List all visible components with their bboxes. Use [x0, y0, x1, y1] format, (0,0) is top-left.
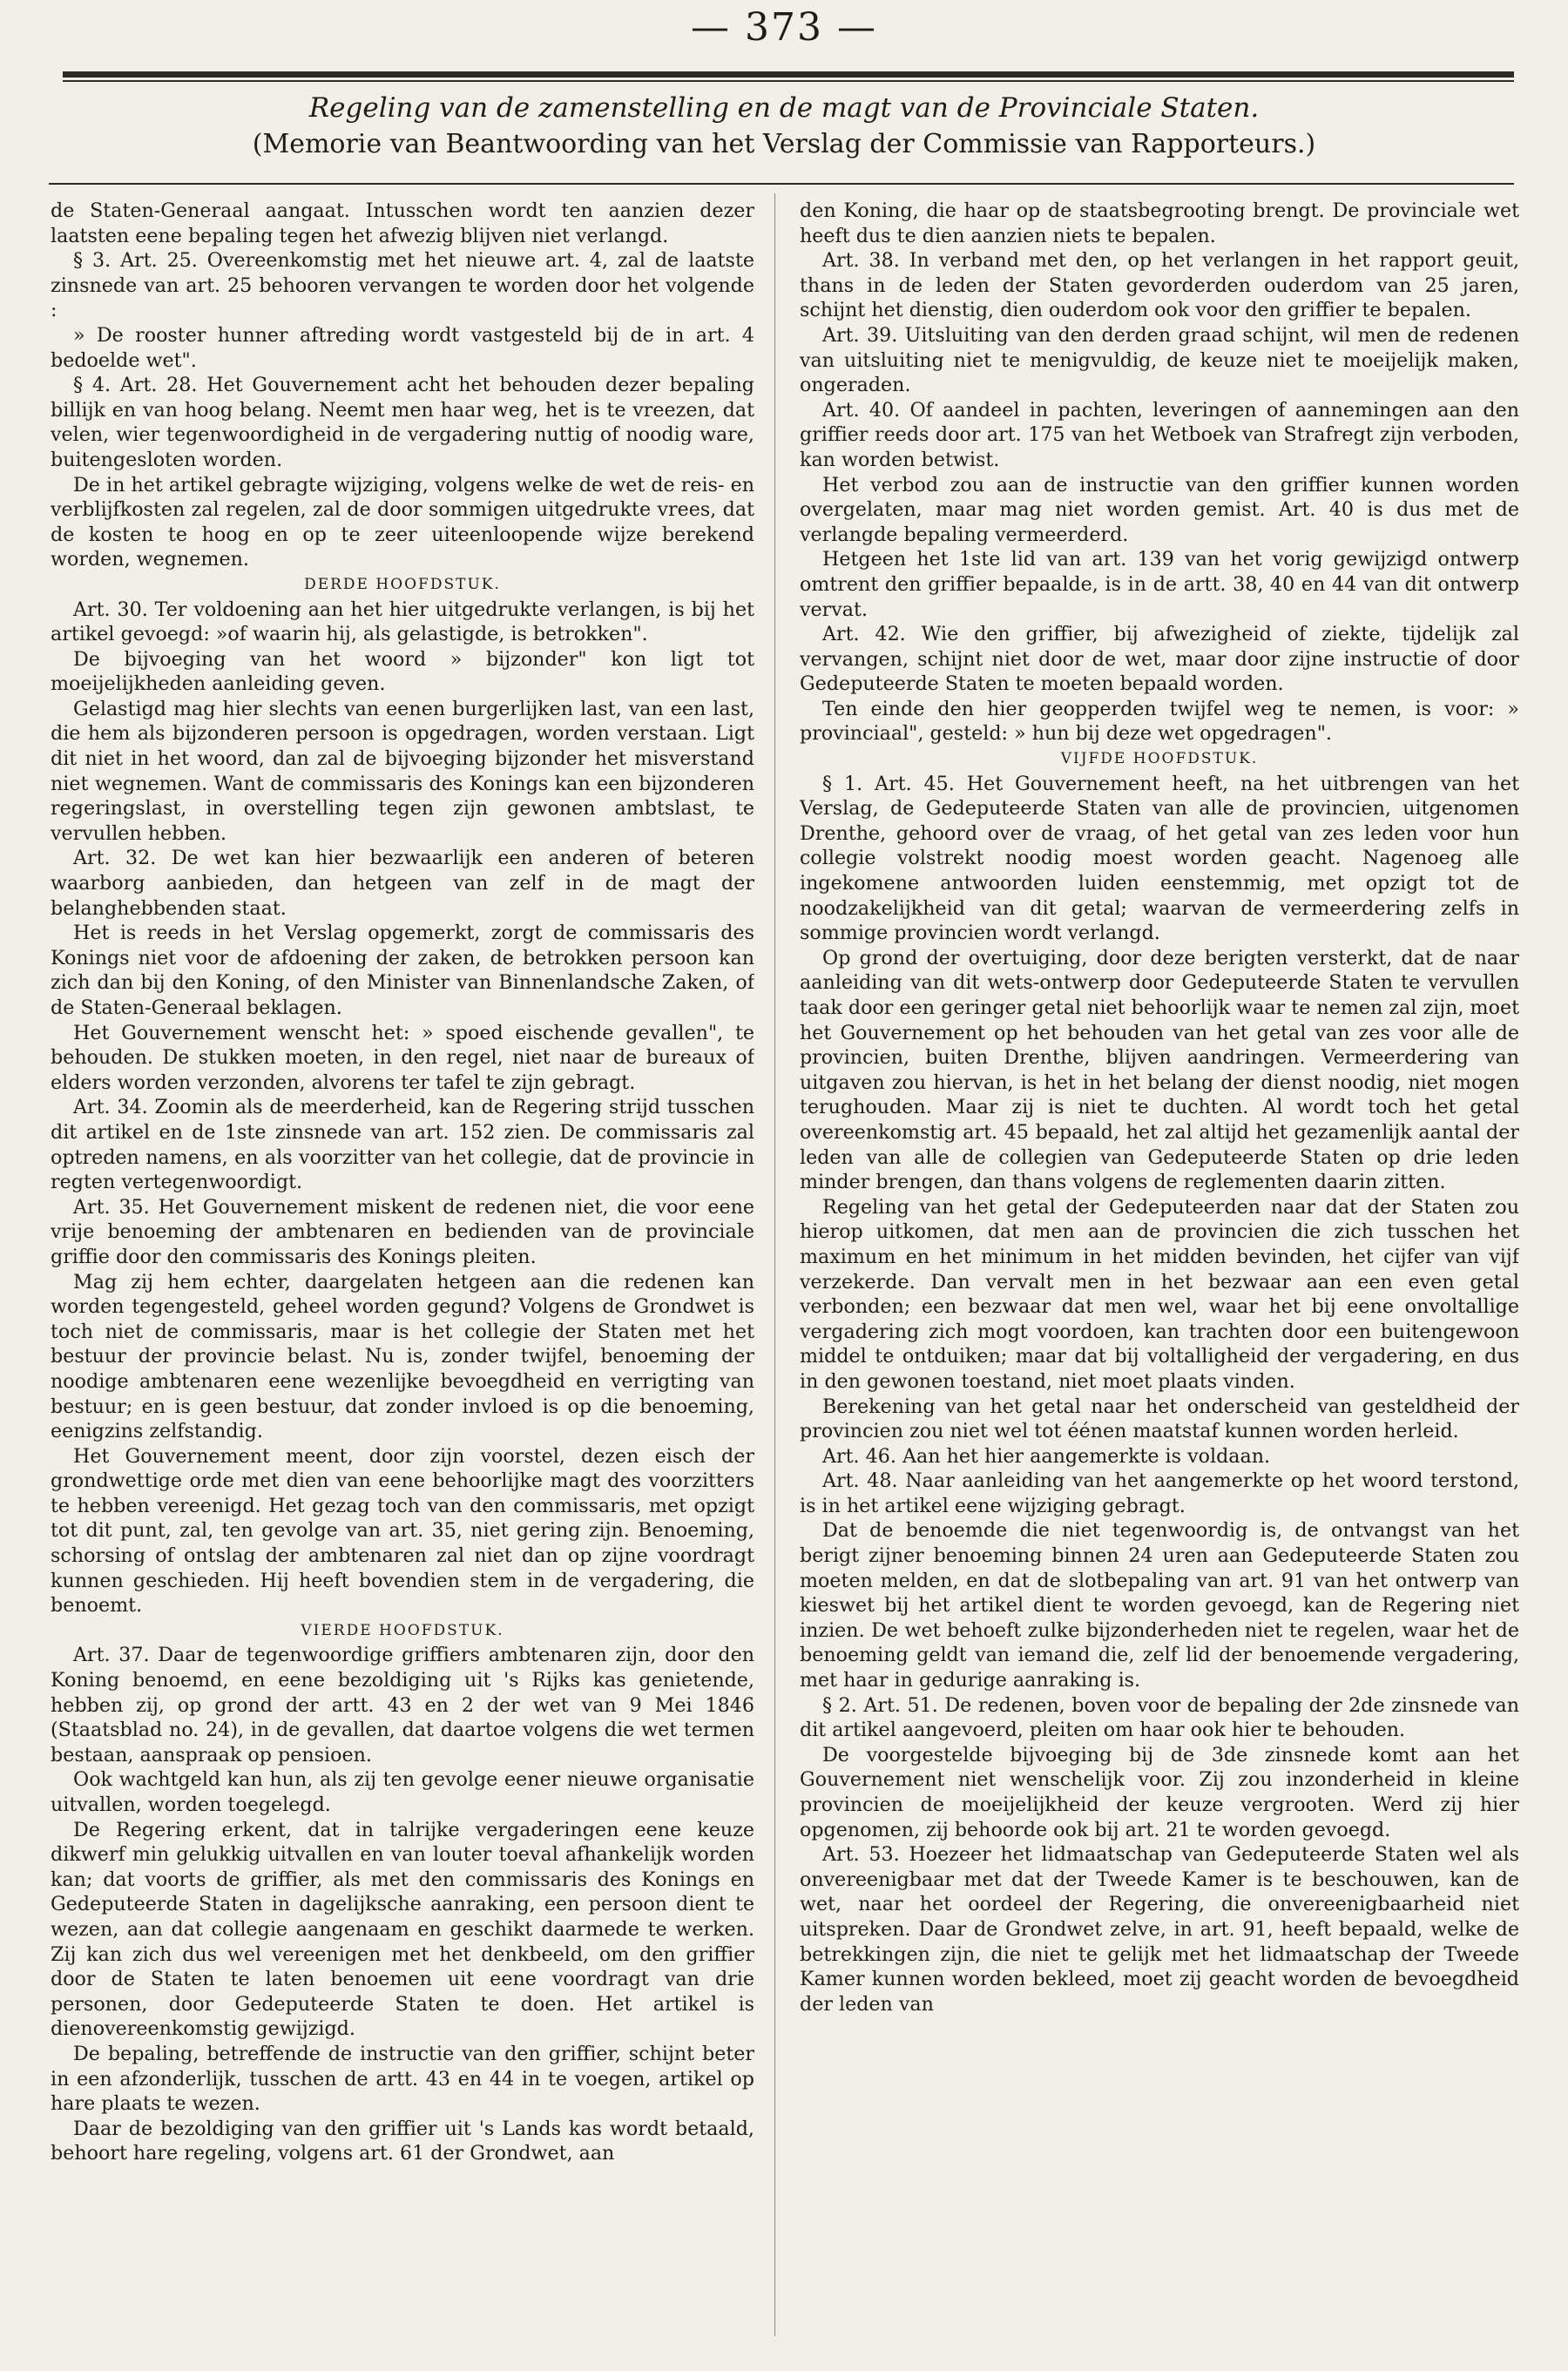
paragraph: Regeling van het getal der Gedeputeerden naar dat der Staten zou hierop uitkomen, dat men aan de provincien die zich tusschen het maximum en het minimum in het midden bevinden, het cijfer van vijf verzekerde. Dan vervalt men in het bezwaar aan een even getal verbonden; een bezwaar dat men wel, waar het bij eene onvoltallige vergadering zich mogt voordoen, kan trachten door een buitengewoon middel te ontduiken; maar dat bij voltalligheid der vergadering, en dus in den gewonen toestand, niet moet plaats vinden.: [800, 1195, 1519, 1393]
column-divider: [774, 193, 775, 2336]
paragraph: Art. 38. In verband met den, op het verlangen in het rapport geuit, thans in de leden der Staten gevorderden ouderdom van 25 jaren, schijnt het dienstig, dien ouderdom ook voor den griffier te bepalen.: [800, 249, 1519, 322]
paragraph: Ook wachtgeld kan hun, als zij ten gevolge eener nieuwe organisatie uitvallen, worden toegelegd.: [51, 1768, 754, 1816]
chapter-heading: VIJFDE HOOFDSTUK.: [1060, 750, 1259, 768]
paragraph: Berekening van het getal naar het onderscheid van gesteldheid der provincien zou niet wel tot éénen maatstaf kunnen worden herleid.: [800, 1395, 1519, 1443]
paragraph: § 4. Art. 28. Het Gouvernement acht het behouden dezer bepaling billijk en van hoog belang. Neemt men haar weg, het is te vreezen, dat velen, wier tegenwoordigheid in de vergadering nuttig of noodig ware, buitengesloten worden.: [51, 374, 754, 471]
paragraph: Art. 42. Wie den griffier, bij afwezigheid of ziekte, tijdelijk zal vervangen, schijnt niet door de wet, maar door zijne instructie of door Gedeputeerde Staten te moeten bepaald worden.: [800, 623, 1519, 696]
page-number: — 373 —: [691, 5, 877, 50]
top-rule: [63, 71, 1514, 78]
paragraph: De Regering erkent, dat in talrijke vergaderingen eene keuze dikwerf min gelukkig uitvallen en van louter toeval afhankelijk worden kan; dat voorts de griffier, als met den commissaris des Konings en Gedeputeerde Staten in dagelijksche aanraking, een persoon dient te wezen, aan dat collegie aangenaam en geschikt daarmede te werken. Zij kan zich dus wel vereenigen met het denkbeeld, om den griffier door de Staten te laten benoemen uit eene voordragt van drie personen, door Gedeputeerde Staten te doen. Het artikel is dienovereenkomstig gewijzigd.: [51, 1818, 754, 2041]
paragraph: Art. 37. Daar de tegenwoordige griffiers ambtenaren zijn, door den Koning benoemd, en eene bezoldiging uit 's Rijks kas genietende, hebben zij, op grond der artt. 43 en 2 der wet van 9 Mei 1846 (Staatsblad no. 24), in de gevallen, dat daartoe volgens die wet termen bestaan, aanspraak op pensioen.: [51, 1644, 754, 1766]
paragraph: Art. 46. Aan het hier aangemerkte is voldaan.: [822, 1444, 1271, 1468]
paragraph: Art. 34. Zoomin als de meerderheid, kan de Regering strijd tusschen dit artikel en de 1ste zinsnede van art. 152 zien. De commissaris zal optreden namens, en als voorzitter van het collegie, dat de provincie in regten vertegenwoordigt.: [51, 1096, 754, 1194]
article-title: Regeling van de zamenstelling en de magt van de Provinciale Staten.: [308, 92, 1260, 124]
left-column: [51, 199, 754, 2333]
paragraph: de Staten-Generaal aangaat. Intusschen wordt ten aanzien dezer laatsten eene bepaling tegen het afwezig blijven niet verlangd.: [51, 199, 754, 247]
paragraph: De voorgestelde bijvoeging bij de 3de zinsnede komt aan het Gouvernement niet wenschelijk voor. Zij zou inzonderheid in kleine provincien de moeijelijkheid der keuze vergrooten. Werd zij hier opgenomen, zij behoorde ook bij art. 21 te worden gevoegd.: [800, 1743, 1519, 1841]
paragraph: Ten einde den hier geopperden twijfel weg te nemen, is voor: » provinciaal", gesteld: » hun bij deze wet opgedragen".: [800, 697, 1519, 746]
paragraph: Het Gouvernement wenscht het: » spoed eischende gevallen", te behouden. De stukken moeten, in den regel, niet naar de bureaux of elders worden verzonden, alvorens ter tafel te zijn gebragt.: [51, 1021, 754, 1094]
paragraph: De bepaling, betreffende de instructie van den griffier, schijnt beter in een afzonderlijk, tusschen de artt. 43 en 44 in te voegen, artikel op hare plaats te wezen.: [51, 2042, 754, 2116]
paragraph: Het Gouvernement meent, door zijn voorstel, dezen eisch der grondwettige orde met dien van eene behoorlijke magt des voorzitters te hebben vereenigd. Het gezag toch van den commissaris, met opzigt tot dit punt, zal, ten gevolge van art. 35, niet gering zijn. Benoeming, schorsing of ontslag der ambtenaren zal niet dan op zijne voordragt kunnen geschieden. Hij heeft bovendien stem in de vergadering, die benoemt.: [51, 1444, 754, 1618]
chapter-heading: VIERDE HOOFDSTUK.: [301, 1621, 504, 1639]
paragraph: Dat de benoemde die niet tegenwoordig is, de ontvangst van het berigt zijner benoeming binnen 24 uren aan Gedeputeerde Staten zou moeten melden, en dat de slotbepaling van art. 91 van het ontwerp van kieswet bij het artikel dient te worden gevoegd, kan de Regering niet inzien. De wet behoeft zulke bijzonderheden niet te regelen, waar het de benoeming geldt van iemand die, zelf lid der benoemende vergadering, met haar in gedurige aanraking is.: [800, 1519, 1519, 1692]
paragraph: Art. 35. Het Gouvernement miskent de redenen niet, die voor eene vrije benoeming der ambtenaren en bedienden van de provinciale griffie door den commissaris des Konings pleiten.: [51, 1195, 754, 1268]
paragraph: De bijvoeging van het woord » bijzonder" kon ligt tot moeijelijkheden aanleiding geven.: [51, 647, 754, 696]
paragraph: Op grond der overtuiging, door deze berigten versterkt, dat de naar aanleiding van dit wets-ontwerp door Gedeputeerde Staten te vervullen taak door een geringer getal niet behoorlijk waar te nemen zal zijn, moet het Gouvernement op het behouden van het getal van zes voor alle de provincien, buiten Drenthe, blijven aandringen. Vermeerdering van uitgaven zou hiervan, is het in het belang der dienst noodig, niet mogen terughouden. Maar zij is niet te duchten. Al wordt toch het getal overeenkomstig art. 45 bepaald, het zal altijd het gezamenlijk aantal der leden van alle de collegien van Gedeputeerde Staten op drie leden minder brengen, dan thans volgens de reglementen daarin zitten.: [800, 946, 1519, 1194]
paragraph: § 3. Art. 25. Overeenkomstig met het nieuwe art. 4, zal de laatste zinsnede van art. 25 behooren vervangen te worden door het volgende :: [51, 249, 754, 322]
paragraph: Art. 53. Hoezeer het lidmaatschap van Gedeputeerde Staten wel als onvereenigbaar met dat der Tweede Kamer is te beschouwen, kan de wet, naar het oordeel der Regering, die onvereenigbaarheid niet uitspreken. Daar de Grondwet zelve, in art. 91, heeft bepaald, welke de betrekkingen zijn, die niet te gelijk met het lidmaatschap der Tweede Kamer kunnen worden bekleed, moet zij geacht worden de bevoegdheid der leden van: [800, 1843, 1519, 2016]
paragraph: Het is reeds in het Verslag opgemerkt, zorgt de commissaris des Konings niet voor de afdoening der zaken, de betrokken persoon kan zich dan bij den Koning, of den Minister van Binnenlandsche Zaken, of de Staten-Generaal beklagen.: [51, 922, 754, 1019]
paragraph: § 1. Art. 45. Het Gouvernement heeft, na het uitbrengen van het Verslag, de Gedeputeerde Staten van alle de provincien, uitgenomen Drenthe, gehoord over de vraag, of het getal van zes leden voor hun collegie volstrekt noodig moest worden geacht. Nagenoeg alle ingekomene antwoorden luiden eenstemmig, met opzigt tot de noodzakelijkheid van dit getal; waarvan de vermeerdering zelfs in sommige provincien wordt verlangd.: [800, 772, 1519, 945]
paragraph: Art. 40. Of aandeel in pachten, leveringen of aannemingen aan den griffier reeds door art. 175 van het Wetboek van Strafregt zijn verboden, kan worden betwist.: [800, 398, 1519, 471]
paragraph: den Koning, die haar op de staatsbegrooting brengt. De provinciale wet heeft dus te dien aanzien niets te bepalen.: [800, 199, 1519, 247]
paragraph: » De rooster hunner aftreding wordt vastgesteld bij de in art. 4 bedoelde wet".: [51, 323, 754, 372]
paragraph: Gelastigd mag hier slechts van eenen burgerlijken last, van een last, die hem als bijzonderen persoon is opgedragen, worden verstaan. Ligt dit niet in het woord, dan zal de bijvoeging bijzonder het misverstand niet wegnemen. Want de commissaris des Konings kan een bijzonderen regeringslast, in overstelling tegen zijn gewonen ambtslast, te vervullen hebben.: [51, 697, 754, 845]
header-rule: [49, 183, 1514, 185]
paragraph: Daar de bezoldiging van den griffier uit 's Lands kas wordt betaald, behoort hare regeling, volgens art. 61 der Grondwet, aan: [51, 2117, 754, 2165]
right-column: [800, 199, 1519, 2333]
paragraph: Hetgeen het 1ste lid van art. 139 van het vorig gewijzigd ontwerp omtrent den griffier bepaalde, is in de artt. 38, 40 en 44 van dit ontwerp vervat.: [800, 548, 1519, 621]
chapter-heading: DERDE HOOFDSTUK.: [304, 575, 501, 593]
paragraph: Art. 48. Naar aanleiding van het aangemerkte op het woord terstond, is in het artikel eene wijziging gebragt.: [800, 1469, 1519, 1517]
paragraph: Art. 30. Ter voldoening aan het hier uitgedrukte verlangen, is bij het artikel gevoegd: »of waarin hij, als gelastigde, is betrokken".: [51, 598, 754, 646]
paragraph: De in het artikel gebragte wijziging, volgens welke de wet de reis- en verblijfkosten zal regelen, zal de door sommigen uitgedrukte vrees, dat de kosten te hoog en op te zeer uiteenloopende wijze berekend worden, wegnemen.: [51, 473, 754, 571]
paragraph: Het verbod zou aan de instructie van den griffier kunnen worden overgelaten, maar mag niet worden gemist. Art. 40 is dus met de verlangde bepaling vermeerderd.: [800, 473, 1519, 546]
article-subtitle: (Memorie van Beantwoording van het Verslag der Commissie van Rapporteurs.): [252, 129, 1316, 159]
paragraph: Art. 32. De wet kan hier bezwaarlijk een anderen of beteren waarborg aanbieden, dan hetgeen van zelf in de magt der belanghebbenden staat.: [51, 847, 754, 920]
paragraph: Mag zij hem echter, daargelaten hetgeen aan die redenen kan worden tegengesteld, geheel worden gegund? Volgens de Grondwet is toch niet de commissaris, maar is het collegie der Staten met het bestuur der provincie belast. Nu is, zonder twijfel, benoeming der noodige ambtenaren eene wezenlijke bevoegdheid en verrigting van bestuur; en is geen bestuur, dat zonder invloed is op die benoeming, eenigzins zelfstandig.: [51, 1270, 754, 1443]
paragraph: Art. 39. Uitsluiting van den derden graad schijnt, wil men de redenen van uitsluiting niet te menigvuldig, de keuze niet te moeijelijk maken, ongeraden.: [800, 323, 1519, 397]
paragraph: § 2. Art. 51. De redenen, boven voor de bepaling der 2de zinsnede van dit artikel aangevoerd, pleiten om haar ook hier te behouden.: [800, 1693, 1519, 1742]
